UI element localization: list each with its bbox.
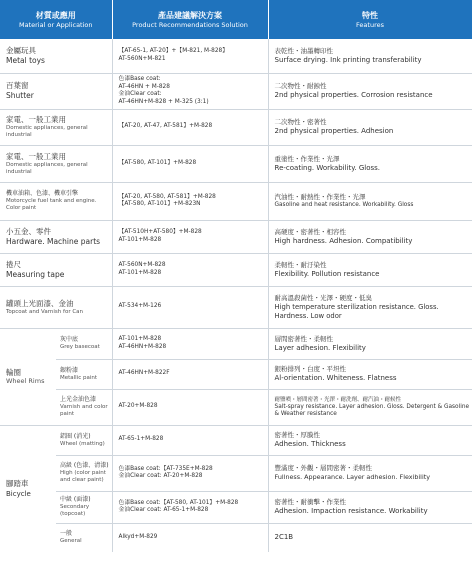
features-cell [268, 389, 472, 425]
application-cell-wheel [0, 328, 56, 425]
features-en: 2nd physical properties. Corrosion resistance [274, 91, 433, 99]
solution-line: 金油Clear coat: AT-65-1+M-828 [118, 507, 209, 513]
solution-line: 金油Clear coat: [118, 91, 162, 97]
features-cell [268, 455, 472, 491]
features-en: Re-coating. Workability. Gloss. [274, 163, 381, 172]
features-zh: 柔軔性・耐汙染性 [274, 260, 327, 269]
solution-cell [112, 328, 268, 359]
table-row [0, 220, 472, 253]
table-row [0, 182, 472, 220]
features-en: Al-orientation. Whiteness. Flatness [274, 374, 397, 382]
features-en: Adhesion. Thickness [274, 440, 346, 448]
application-zh: 機車油箱、色漆、機車引擎 [6, 190, 79, 197]
features-zh: 層間密著性・柔軔性 [274, 334, 334, 343]
application-en: Bicycle [6, 489, 31, 498]
features-zh: 密著性・耐衝擊・作業性 [274, 498, 347, 506]
solution-line: 色漆Base coat:【AT-735E+M-828 [118, 465, 213, 472]
features-zh: 耐高溫殺菌性・光澤・硬度・低臭 [274, 294, 373, 302]
application-cell [0, 220, 112, 253]
features-en: High hardness. Adhesion. Compatibility [274, 236, 413, 245]
sub-application-en: Secondary (topcoat) [60, 504, 90, 517]
application-en: Motorcycle fuel tank and engine. Color paint [6, 198, 97, 211]
features-cell [268, 425, 472, 455]
application-cell [0, 286, 112, 328]
application-en: Measuring tape [6, 269, 65, 279]
table-row [0, 389, 472, 425]
application-zh: 家電、一般工業用 [6, 115, 66, 124]
solution-cell [112, 523, 268, 552]
solution-line: AT-534+M-126 [118, 303, 162, 310]
features-cell [268, 220, 472, 253]
application-zh: 腳踏車 [6, 478, 29, 488]
features-zh: 汽油性・耐熱性・作業性・光澤 [274, 192, 366, 201]
features-cell [268, 359, 472, 389]
application-en: Wheel Rims [6, 377, 45, 385]
features-cell [268, 73, 472, 109]
solution-line: Alkyd+M-829 [118, 534, 158, 540]
sub-application-zh: 上光金油色漆 [60, 396, 97, 403]
features-en: Fullness. Appearance. Layer adhesion. Flexibility [274, 473, 431, 481]
solution-cell [112, 73, 268, 109]
sub-application-zh: 一般 [60, 530, 73, 538]
solution-line: 【AT-580, AT-101】+M-828 [118, 159, 197, 166]
sub-application-en: Grey basecoat [60, 344, 100, 350]
features-zh: 二次物性・密著性 [274, 118, 327, 126]
features-zh: 高硬度・密著性・相容性 [274, 227, 347, 236]
solution-line: AT-65-1+M-828 [118, 436, 164, 443]
features-zh: 銀粉排列・白度・平坦性 [274, 365, 347, 373]
solution-line: AT-101+M-828 [118, 336, 162, 342]
sub-application-zh: 銀粉漆 [60, 366, 79, 374]
application-cell [0, 73, 112, 109]
solution-line: 色漆Base coat: [118, 76, 161, 82]
application-zh: 小五金、零件 [6, 226, 51, 236]
sub-application-cell [56, 389, 112, 425]
table-row [0, 523, 472, 552]
header-solution-en: Product Recommendations Solution [132, 20, 248, 29]
sub-application-en: Varnish and color paint [60, 404, 108, 417]
solution-line: AT-20+M-828 [118, 403, 158, 410]
solution-line: AT-46HN+M-822F [118, 370, 170, 377]
application-zh: 捲尺 [6, 259, 21, 269]
header-material [0, 0, 112, 39]
features-zh: 表乾性・油墨轉印性 [274, 46, 334, 55]
application-cell [0, 109, 112, 145]
features-en: Surface drying. Ink printing transferability [274, 55, 422, 64]
header-features-en: Features [356, 20, 384, 29]
table-row [0, 359, 472, 389]
sub-application-zh: 高級 (色漆、清漆) [60, 462, 109, 469]
sub-application-cell [56, 328, 112, 359]
application-zh: 罐頭上光面漆、金油 [6, 298, 74, 308]
sub-application-cell [56, 491, 112, 523]
sub-application-zh: 中級 (面漆) [60, 496, 91, 503]
application-cell [0, 145, 112, 182]
application-zh: 百葉窗 [6, 81, 29, 90]
solution-cell [112, 39, 268, 73]
sub-application-en: High (color paint and clear paint) [60, 470, 106, 483]
solution-line: 【AT-510H+AT-580】+M-828 [118, 229, 202, 235]
solution-cell [112, 182, 268, 220]
sub-application-en: Wheel (matting) [60, 440, 105, 447]
solution-cell [112, 145, 268, 182]
header-row [0, 0, 472, 39]
solution-cell [112, 491, 268, 523]
features-zh: 密著性・厚膜性 [274, 431, 321, 439]
header-material-en: Material or Application [19, 20, 93, 29]
solution-line: 【AT-20, AT-580, AT-581】+M-828 [118, 193, 216, 200]
solution-line: AT-560N+M-828 [118, 262, 166, 268]
table-row [0, 73, 472, 109]
features-en: 2C1B [274, 533, 294, 542]
features-en: Layer adhesion. Flexibility [274, 343, 366, 352]
application-en: Metal toys [6, 55, 45, 65]
table-row [0, 286, 472, 328]
application-cell [0, 182, 112, 220]
features-en: 2nd physical properties. Adhesion [274, 127, 394, 135]
table-row [0, 145, 472, 182]
sub-application-en: General [60, 538, 82, 545]
table-row [0, 328, 472, 359]
header-solution-zh: 產品建議解決方案 [158, 10, 223, 20]
solution-line: 【AT-20, AT-47, AT-581】+M-828 [118, 123, 213, 130]
sub-application-zh: 鋁圈 (消光) [60, 432, 91, 440]
table-row [0, 455, 472, 491]
features-cell [268, 253, 472, 286]
solution-line: AT-101+M-828 [118, 269, 162, 276]
solution-line: AT-46HN+M-828 [118, 343, 167, 350]
features-en: Flexibility. Pollution resistance [274, 269, 380, 278]
sub-application-en: Metallic paint [60, 374, 98, 381]
application-zh: 輪圈 [6, 368, 21, 377]
application-zh: 家電、一般工業用 [6, 151, 66, 161]
features-zh: 二次物性・耐蝕性 [274, 82, 327, 90]
application-en: Topcoat and Varnish for Can [6, 308, 84, 315]
solution-cell [112, 389, 268, 425]
features-zh: 重塗性・作業性・光澤 [274, 154, 340, 163]
header-material-zh: 材質或應用 [35, 10, 76, 20]
header-features-zh: 特性 [362, 10, 379, 20]
solution-line: AT-560N+M-821 [118, 55, 166, 62]
table-row [0, 39, 472, 73]
application-en: Domestic appliances, general industrial [6, 125, 88, 138]
table-row [0, 425, 472, 455]
application-en: Domestic appliances, general industrial [6, 161, 88, 175]
solution-cell [112, 286, 268, 328]
features-en: Adhesion. Impaction resistance. Workability [274, 507, 428, 515]
sub-application-cell [56, 523, 112, 552]
solution-cell [112, 455, 268, 491]
solution-cell [112, 109, 268, 145]
application-zh: 金屬玩具 [6, 45, 36, 55]
features-cell [268, 109, 472, 145]
solution-line: 【AT-580, AT-101】+M-823N [118, 201, 201, 207]
solution-line: AT-46HN+M-828 + M-325 (3:1) [118, 98, 209, 105]
features-en: Gasoline and heat resistance. Workability. Gloss [274, 201, 414, 208]
features-cell [268, 182, 472, 220]
sub-application-cell [56, 359, 112, 389]
application-en: Hardware. Machine parts [6, 236, 101, 246]
features-zh: 耐鹽噴・層間密著・光澤・耐洗劑、耐汽油・耐候性 [274, 396, 402, 403]
features-en: Salt-spray resistance. Layer adhesion. Gloss. Detergent & Gasoline & Weather resistance [274, 403, 470, 417]
table-row [0, 491, 472, 523]
table-row [0, 253, 472, 286]
header-solution [112, 0, 268, 39]
features-cell [268, 491, 472, 523]
application-cell-bicycle [0, 425, 56, 552]
header-features [268, 0, 472, 39]
features-en: High temperature sterilization resistance. Gloss. Hardness. Low odor [274, 303, 439, 320]
features-cell [268, 523, 472, 552]
features-cell [268, 328, 472, 359]
features-cell [268, 286, 472, 328]
solution-cell [112, 425, 268, 455]
solution-line: 【AT-65-1, AT-20】+【M-821, M-828】 [118, 48, 229, 55]
sub-application-cell [56, 425, 112, 455]
application-en: Shutter [6, 91, 34, 100]
solution-line: AT-101+M-828 [118, 236, 162, 243]
solution-line: 色漆Base coat:【AT-580, AT-101】+M-828 [118, 499, 239, 506]
table-row [0, 109, 472, 145]
solution-line: AT-46HN + M-828 [118, 83, 170, 90]
solution-line: 金油Clear coat: AT-20+M-828 [118, 473, 203, 479]
solution-cell [112, 220, 268, 253]
solution-cell [112, 359, 268, 389]
sub-application-zh: 灰中底 [60, 336, 79, 343]
application-cell [0, 253, 112, 286]
features-cell [268, 39, 472, 73]
features-cell [268, 145, 472, 182]
application-cell [0, 39, 112, 73]
solution-cell [112, 253, 268, 286]
sub-application-cell [56, 455, 112, 491]
features-zh: 豐滿度・外觀・層間密著・柔軔性 [274, 464, 373, 472]
